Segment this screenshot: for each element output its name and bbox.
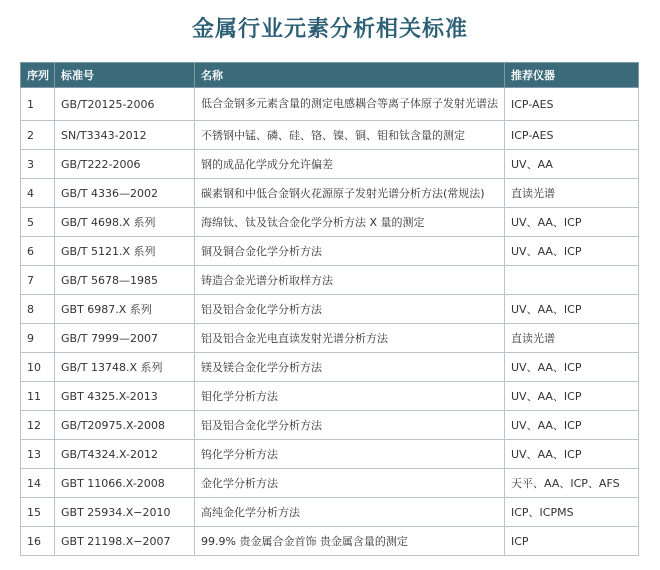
cell-standard: GBT 21198.X−2007 [55,527,195,556]
cell-no: 9 [21,324,55,353]
cell-standard: GB/T4324.X-2012 [55,440,195,469]
table-row [21,208,639,237]
cell-name: 99.9% 贵金属合金首饰 贵金属含量的测定 [195,527,505,556]
cell-name: 铝及铝合金光电直读发射光谱分析方法 [195,324,505,353]
cell-no: 7 [21,266,55,295]
cell-instrument: UV、AA、ICP [505,237,639,266]
cell-no: 8 [21,295,55,324]
cell-standard: GBT 11066.X-2008 [55,469,195,498]
header-standard: 标准号 [55,63,195,88]
cell-standard: GB/T20975.X-2008 [55,411,195,440]
cell-name: 金化学分析方法 [195,469,505,498]
cell-no: 15 [21,498,55,527]
cell-standard: GB/T 4698.X 系列 [55,208,195,237]
table-row [21,324,639,353]
table-row [21,295,639,324]
table-header-row [21,63,639,88]
cell-standard: GB/T 13748.X 系列 [55,353,195,382]
cell-standard: GB/T 4336—2002 [55,179,195,208]
cell-instrument: UV、AA、ICP [505,353,639,382]
cell-name: 钨化学分析方法 [195,440,505,469]
table-row [21,440,639,469]
cell-no: 16 [21,527,55,556]
cell-name: 铝及铝合金化学分析方法 [195,411,505,440]
cell-instrument: UV、AA [505,150,639,179]
cell-standard: GB/T222-2006 [55,150,195,179]
cell-instrument: ICP、ICPMS [505,498,639,527]
cell-no: 13 [21,440,55,469]
cell-no: 14 [21,469,55,498]
cell-standard: GBT 25934.X−2010 [55,498,195,527]
cell-name: 高纯金化学分析方法 [195,498,505,527]
cell-standard: GB/T 5678—1985 [55,266,195,295]
cell-name: 钼化学分析方法 [195,382,505,411]
cell-no: 11 [21,382,55,411]
cell-instrument: 天平、AA、ICP、AFS [505,469,639,498]
cell-standard: GBT 4325.X-2013 [55,382,195,411]
header-instrument: 推荐仪器 [505,63,639,88]
cell-standard: GB/T 7999—2007 [55,324,195,353]
cell-no: 6 [21,237,55,266]
cell-no: 3 [21,150,55,179]
cell-instrument: UV、AA、ICP [505,411,639,440]
page-title: 金属行业元素分析相关标准 [191,17,468,42]
table-row [21,237,639,266]
cell-instrument: UV、AA、ICP [505,208,639,237]
cell-name: 海绵钛、钛及钛合金化学分析方法 X 量的测定 [195,208,505,237]
cell-no: 1 [21,88,55,121]
cell-instrument: UV、AA、ICP [505,440,639,469]
table-row [21,353,639,382]
cell-no: 12 [21,411,55,440]
header-name: 名称 [195,63,505,88]
cell-instrument: UV、AA、ICP [505,382,639,411]
cell-name: 铸造合金光谱分析取样方法 [195,266,505,295]
table-row [21,527,639,556]
cell-no: 5 [21,208,55,237]
table-row [21,266,639,295]
table-row [21,179,639,208]
cell-instrument [505,266,639,295]
cell-standard: GBT 6987.X 系列 [55,295,195,324]
table-body [21,88,639,556]
cell-instrument: ICP-AES [505,88,639,121]
cell-name: 碳素钢和中低合金钢火花源原子发射光谱分析方法(常规法) [195,179,505,208]
table-row [21,88,639,121]
table-row [21,150,639,179]
header-no: 序列 [21,63,55,88]
cell-instrument: UV、AA、ICP [505,295,639,324]
cell-name: 铜及铜合金化学分析方法 [195,237,505,266]
cell-standard: GB/T 5121.X 系列 [55,237,195,266]
cell-instrument: ICP [505,527,639,556]
table-row [21,469,639,498]
table-row [21,121,639,150]
cell-no: 4 [21,179,55,208]
cell-name: 不锈钢中锰、磷、硅、铬、镍、铜、钼和钛含量的测定 [195,121,505,150]
cell-no: 10 [21,353,55,382]
cell-instrument: ICP-AES [505,121,639,150]
cell-name: 低合金钢多元素含量的测定电感耦合等离子体原子发射光谱法 [195,88,505,121]
table-row [21,411,639,440]
cell-name: 钢的成品化学成分允许偏差 [195,150,505,179]
cell-no: 2 [21,121,55,150]
table-row [21,382,639,411]
cell-standard: SN/T3343-2012 [55,121,195,150]
cell-instrument: 直读光谱 [505,179,639,208]
cell-name: 镁及镁合金化学分析方法 [195,353,505,382]
cell-name: 铝及铝合金化学分析方法 [195,295,505,324]
standards-table [20,62,639,556]
table-row [21,498,639,527]
cell-instrument: 直读光谱 [505,324,639,353]
cell-standard: GB/T20125-2006 [55,88,195,121]
